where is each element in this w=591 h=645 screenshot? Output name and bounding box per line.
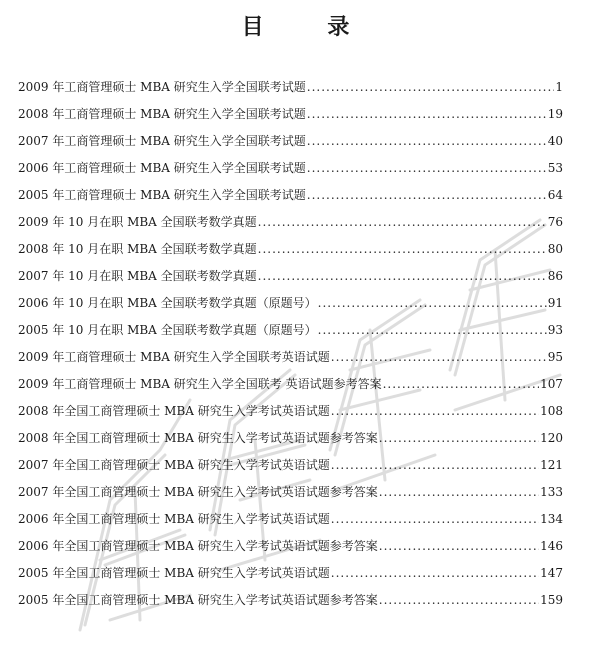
toc-leader-dots — [379, 538, 539, 554]
toc-leader-dots — [331, 457, 539, 473]
toc-entry-page: 19 — [547, 107, 563, 121]
toc-entry-title: 2009 年工商管理硕士 MBA 研究生入学全国联考 英语试题参考答案 — [18, 377, 382, 391]
toc-entry-page: 80 — [547, 242, 563, 256]
toc-entry[interactable] — [18, 160, 563, 187]
toc-entry-title: 2005 年工商管理硕士 MBA 研究生入学全国联考试题 — [18, 188, 306, 202]
toc-leader-dots — [318, 322, 547, 338]
toc-entry-title: 2006 年 10 月在职 MBA 全国联考数学真题（原题号） — [18, 296, 317, 310]
toc-entry[interactable] — [18, 133, 563, 160]
toc-entry-page: 146 — [540, 539, 563, 553]
toc-entry-title: 2006 年工商管理硕士 MBA 研究生入学全国联考试题 — [18, 161, 306, 175]
toc-entry[interactable] — [18, 187, 563, 214]
toc-leader-dots — [307, 133, 547, 149]
toc-leader-dots — [307, 160, 547, 176]
toc-leader-dots — [258, 241, 547, 257]
toc-entry-page: 107 — [540, 377, 563, 391]
toc-entry-page: 121 — [540, 458, 563, 472]
toc-entry-title: 2008 年 10 月在职 MBA 全国联考数学真题 — [18, 242, 257, 256]
toc-entry-title: 2009 年 10 月在职 MBA 全国联考数学真题 — [18, 215, 257, 229]
toc-entry-title: 2006 年全国工商管理硕士 MBA 研究生入学考试英语试题参考答案 — [18, 539, 378, 553]
toc-entry-page: 134 — [540, 512, 563, 526]
toc-entry[interactable] — [18, 430, 563, 457]
toc-leader-dots — [307, 79, 555, 95]
toc-entry-title: 2009 年工商管理硕士 MBA 研究生入学全国联考英语试题 — [18, 350, 330, 364]
toc-entry-page: 40 — [547, 134, 563, 148]
toc-leader-dots — [331, 349, 547, 365]
toc-entry-page: 64 — [547, 188, 563, 202]
toc-entry[interactable] — [18, 79, 563, 106]
toc-entry[interactable] — [18, 376, 563, 403]
toc-entry-title: 2007 年全国工商管理硕士 MBA 研究生入学考试英语试题 — [18, 458, 330, 472]
toc-leader-dots — [307, 106, 547, 122]
toc-entry-page: 159 — [540, 593, 563, 607]
toc-entry-title: 2005 年全国工商管理硕士 MBA 研究生入学考试英语试题参考答案 — [18, 593, 378, 607]
toc-entry-title: 2005 年 10 月在职 MBA 全国联考数学真题（原题号） — [18, 323, 317, 337]
toc-entry-title: 2007 年全国工商管理硕士 MBA 研究生入学考试英语试题参考答案 — [18, 485, 378, 499]
toc-leader-dots — [379, 430, 539, 446]
toc-entry[interactable] — [18, 457, 563, 484]
toc-entry[interactable] — [18, 268, 563, 295]
toc-entry[interactable] — [18, 403, 563, 430]
toc-entry[interactable] — [18, 322, 563, 349]
toc-entry-title: 2008 年全国工商管理硕士 MBA 研究生入学考试英语试题参考答案 — [18, 431, 378, 445]
toc-leader-dots — [258, 268, 547, 284]
toc-entry-title: 2007 年 10 月在职 MBA 全国联考数学真题 — [18, 269, 257, 283]
toc-entry[interactable] — [18, 349, 563, 376]
toc-leader-dots — [383, 376, 540, 392]
toc-entry[interactable] — [18, 295, 563, 322]
toc-entry[interactable] — [18, 565, 563, 592]
toc-entry[interactable] — [18, 214, 563, 241]
toc-entry-page: 53 — [547, 161, 563, 175]
toc-leader-dots — [379, 592, 539, 608]
toc-leader-dots — [331, 565, 539, 581]
toc-entry-page: 91 — [547, 296, 563, 310]
toc-entry-page: 93 — [547, 323, 563, 337]
toc-entry[interactable] — [18, 106, 563, 133]
toc-entry[interactable] — [18, 538, 563, 565]
toc-entry-title: 2007 年工商管理硕士 MBA 研究生入学全国联考试题 — [18, 134, 306, 148]
toc-entry-page: 1 — [555, 80, 563, 94]
toc-entry-title: 2008 年工商管理硕士 MBA 研究生入学全国联考试题 — [18, 107, 306, 121]
toc-leader-dots — [379, 484, 539, 500]
toc-entry-page: 108 — [540, 404, 563, 418]
toc-entry-title: 2008 年全国工商管理硕士 MBA 研究生入学考试英语试题 — [18, 404, 330, 418]
toc-entry-page: 147 — [540, 566, 563, 580]
toc-leader-dots — [331, 511, 539, 527]
toc-entry-title: 2005 年全国工商管理硕士 MBA 研究生入学考试英语试题 — [18, 566, 330, 580]
toc-entry-page: 76 — [547, 215, 563, 229]
toc-entry-title: 2006 年全国工商管理硕士 MBA 研究生入学考试英语试题 — [18, 512, 330, 526]
toc-entry-page: 86 — [547, 269, 563, 283]
page-title: 目 录 — [241, 14, 378, 40]
toc-list — [18, 79, 563, 619]
toc-leader-dots — [258, 214, 547, 230]
toc-entry[interactable] — [18, 511, 563, 538]
toc-entry[interactable] — [18, 592, 563, 619]
toc-entry-page: 133 — [540, 485, 563, 499]
toc-entry[interactable] — [18, 241, 563, 268]
toc-entry-page: 95 — [547, 350, 563, 364]
toc-leader-dots — [331, 403, 539, 419]
toc-leader-dots — [307, 187, 547, 203]
toc-entry-title: 2009 年工商管理硕士 MBA 研究生入学全国联考试题 — [18, 80, 306, 94]
toc-entry[interactable] — [18, 484, 563, 511]
toc-entry-page: 120 — [540, 431, 563, 445]
toc-leader-dots — [318, 295, 547, 311]
